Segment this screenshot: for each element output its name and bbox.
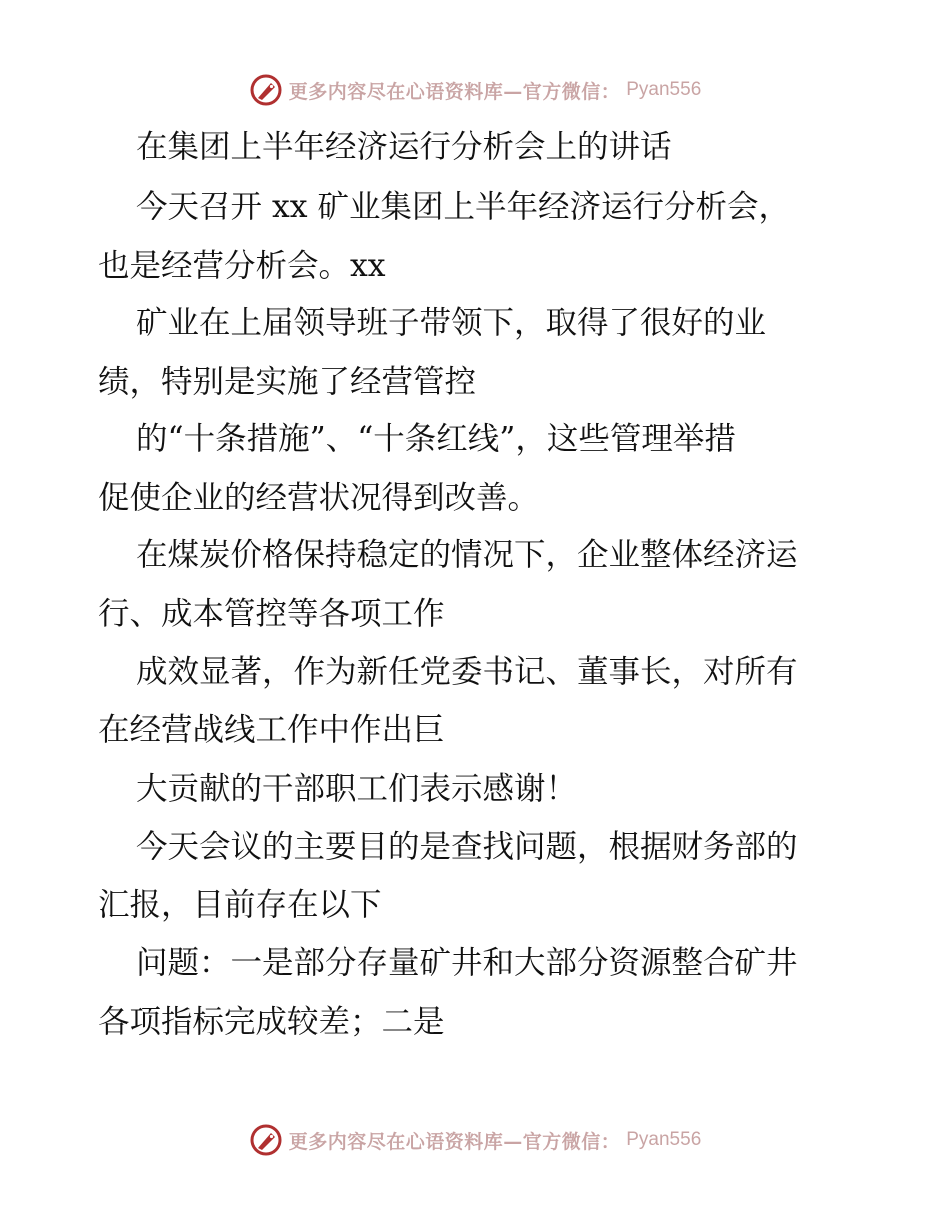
paragraph-line: 各项指标完成较差；二是 xyxy=(98,1004,445,1040)
paragraph-line: 大贡献的干部职工们表示感谢！ xyxy=(136,771,578,807)
paragraph-line: 在经营战线工作中作出巨 xyxy=(98,712,445,748)
paragraph-line: 在煤炭价格保持稳定的情况下，企业整体经济运 xyxy=(136,537,798,573)
watermark-slogan: 更多内容尽在心语资料库—官方微信： xyxy=(288,1130,621,1153)
paragraph-line: 今天会议的主要目的是查找问题，根据财务部的 xyxy=(136,829,798,865)
paragraph-line: 问题：一是部分存量矿井和大部分资源整合矿井 xyxy=(136,945,798,981)
paragraph-line: 今天召开 xx 矿业集团上半年经济运行分析会， xyxy=(136,189,791,225)
paragraph-line: 绩，特别是实施了经营管控 xyxy=(98,364,477,400)
paragraph-line: 的“十条措施”、“十条红线”，这些管理举措 xyxy=(136,421,736,457)
paragraph-line: 汇报，目前存在以下 xyxy=(98,887,382,923)
paragraph-line: 成效显著，作为新任党委书记、董事长，对所有 xyxy=(136,654,798,690)
paragraph-line: 矿业在上届领导班子带领下，取得了很好的业 xyxy=(136,305,767,341)
paragraph-line: 也是经营分析会。xx xyxy=(98,248,386,284)
watermark-account: Pyan556 xyxy=(626,1129,702,1150)
watermark-banner-bottom xyxy=(0,1122,950,1158)
paragraph-line: 促使企业的经营状况得到改善。 xyxy=(98,480,540,516)
paragraph-line: 行、成本管控等各项工作 xyxy=(98,596,445,632)
pen-nib-logo-icon xyxy=(249,1123,283,1157)
document-title: 在集团上半年经济运行分析会上的讲话 xyxy=(136,129,672,165)
watermark-slogan: 更多内容尽在心语资料库—官方微信： xyxy=(288,80,621,103)
watermark-banner-top xyxy=(0,72,950,108)
pen-nib-logo-icon xyxy=(249,73,283,107)
watermark-account: Pyan556 xyxy=(626,79,702,100)
